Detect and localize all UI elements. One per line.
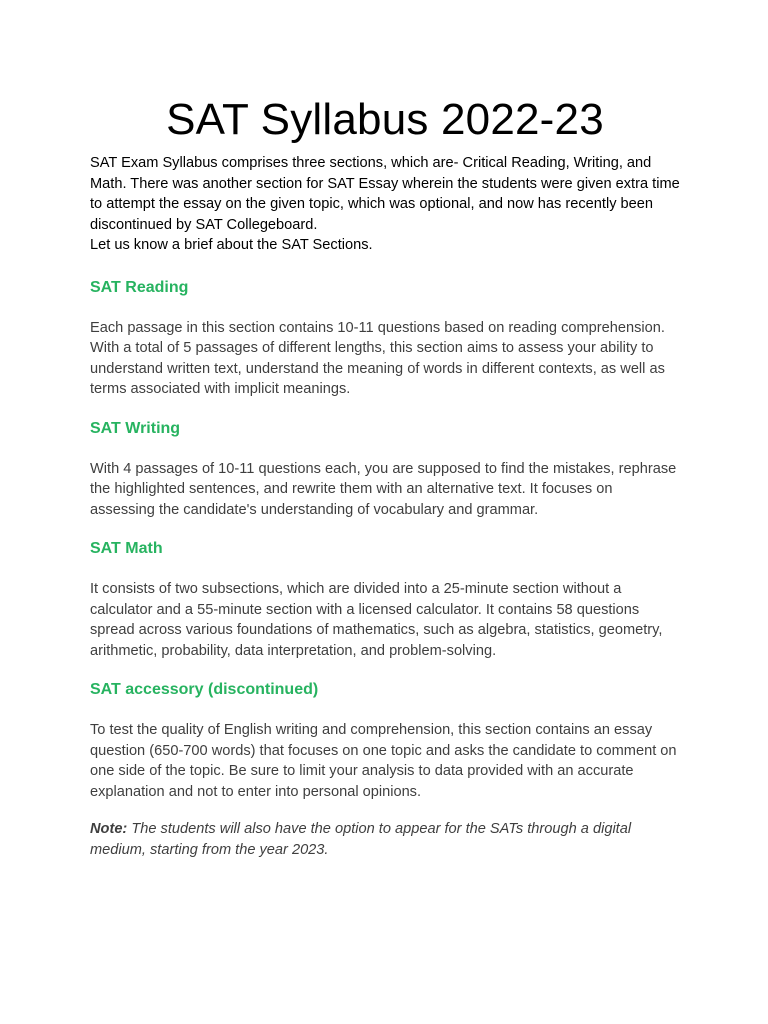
- note-label: Note:: [90, 821, 128, 837]
- section-heading-math: SAT Math: [90, 540, 163, 557]
- section-heading-accessory: SAT accessory (discontinued): [90, 681, 319, 698]
- intro-line: Let us know a brief about the SAT Sections.: [90, 237, 373, 253]
- section-body-reading: Each passage in this section contains 10-11 questions based on reading comprehension. With a total of 5 passages of different lengths, this section aims to assess your ability to understand written text, understand the meaning of words in different contexts, as well as terms associated with implicit meanings.: [90, 319, 665, 397]
- section-heading-writing: SAT Writing: [90, 419, 181, 437]
- note-text: The students will also have the option to appear for the SATs through a digital medium, starting from the year 2023.: [90, 821, 632, 858]
- note-paragraph: [90, 819, 680, 860]
- intro-paragraph: SAT Exam Syllabus comprises three sections, which are- Critical Reading, Writing, and Math. There was another section for SAT Essay wherein the students were given extra time to attempt the essay on the given topic, which was optional, and now has recently been discontinued by SAT Collegeboard.: [90, 155, 680, 233]
- intro-block: [90, 153, 680, 256]
- section-body-writing: With 4 passages of 10-11 questions each, you are supposed to find the mistakes, rephrase the highlighted sentences, and rewrite them with an alternative text. It focuses on assessing the candidate's understanding of vocabulary and grammar.: [90, 460, 677, 518]
- section-body-math: It consists of two subsections, which are divided into a 25-minute section without a calculator and a 55-minute section with a licensed calculator. It contains 58 questions spread across various foundations of mathematics, such as algebra, statistics, geometry, arithmetic, probability, data interpretation, and problem-solving.: [90, 581, 663, 659]
- document-page: [90, 92, 680, 860]
- page-title: SAT Syllabus 2022-23: [166, 95, 604, 144]
- section-body-accessory: To test the quality of English writing and comprehension, this section contains an essay question (650-700 words) that focuses on one topic and asks the candidate to comment on one side of the topic. Be sure to limit your analysis to data provided with an accurate explanation and not to enter into personal opinions.: [90, 722, 677, 800]
- section-heading-reading: SAT Reading: [90, 278, 189, 296]
